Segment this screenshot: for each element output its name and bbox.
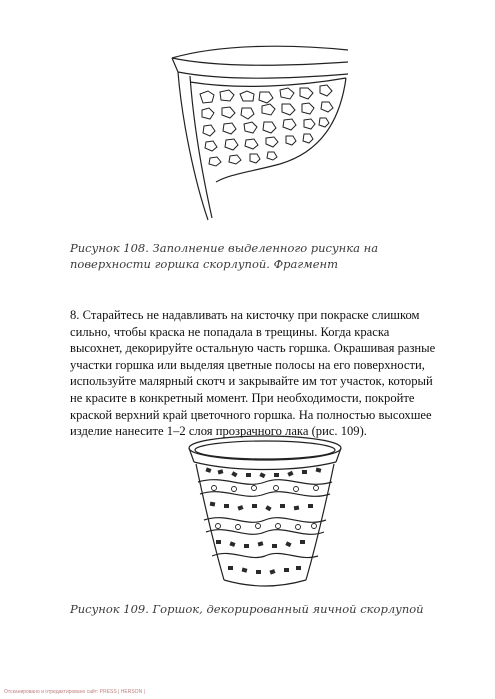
- figure-109-illustration: [184, 432, 346, 590]
- instruction-paragraph: 8. Старайтесь не надавливать на кисточку при покраске слишком сильно, чтобы краска не попадала в трещины. Когда краска высохнет, декорируйте остальную часть горшка. Окрашивая разные участки горшка или выделяя цветные полосы на его поверхности, используйте малярный скотч и закрывайте им тот участок, который не красите в конкретный момент. При необходимости, покройте краской верхний край цветочного горшка. На полностью высохшее изделие нанесите 1–2 слоя прозрачного лака (рис. 109).: [70, 308, 436, 439]
- figure-108-caption: [70, 240, 430, 272]
- figure-108-caption-text: Заполнение выделенного рисунка на поверхности горшка скорлупой. Фрагмент: [70, 241, 379, 271]
- figure-109-caption-text: Горшок, декорированный яичной скорлупой: [148, 602, 424, 616]
- figure-109-caption-label: Рисунок 109.: [70, 602, 149, 616]
- figure-108-illustration: [160, 42, 350, 232]
- figure-109-caption: [70, 601, 430, 617]
- figure-108-caption-label: Рисунок 108.: [70, 241, 149, 255]
- page-footer: Отсканировано и отредактировано сайт: PRESS | HERSON |: [4, 689, 145, 695]
